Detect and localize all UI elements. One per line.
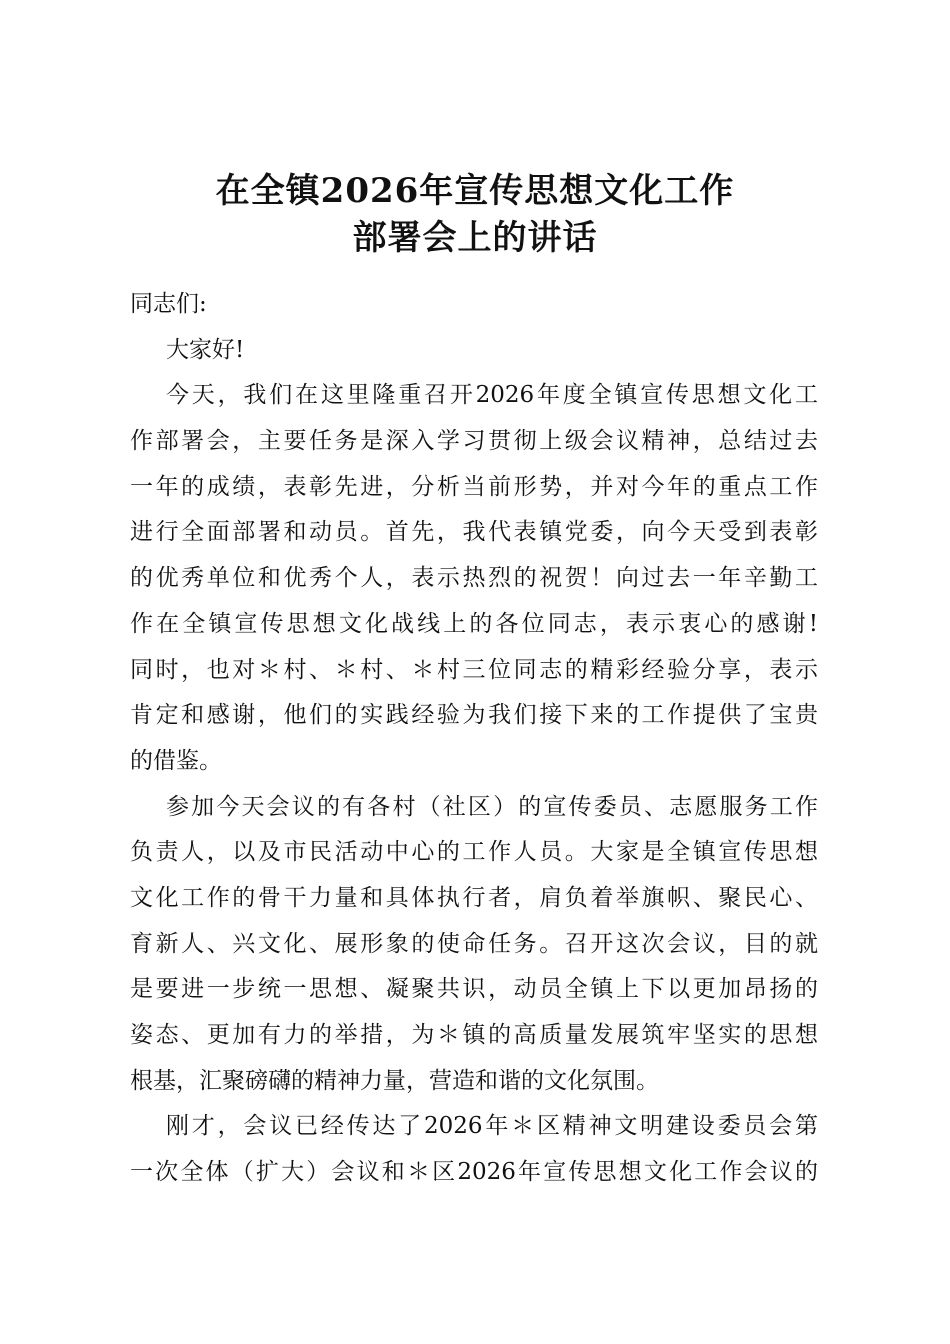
- paragraph-line: 同时，也对＊村、＊村、＊村三位同志的精彩经验分享，表示: [130, 656, 818, 683]
- paragraph-line: 刚才，会议已经传达了2026年＊区精神文明建设委员会第: [166, 1113, 818, 1140]
- paragraph-line: 一年的成绩，表彰先进，分析当前形势，并对今年的重点工作: [130, 473, 818, 500]
- document-body: [130, 282, 818, 1196]
- paragraph-line: 进行全面部署和动员。首先，我代表镇党委，向今天受到表彰: [130, 519, 818, 546]
- paragraph-line: 是要进一步统一思想、凝聚共识，动员全镇上下以更加昂扬的: [130, 976, 818, 1003]
- paragraph: [130, 1104, 818, 1195]
- paragraph: [130, 785, 818, 1105]
- paragraph-line: 育新人、兴文化、展形象的使命任务。召开这次会议，目的就: [130, 930, 818, 957]
- document-title: [0, 168, 950, 262]
- paragraph-line: 参加今天会议的有各村（社区）的宣传委员、志愿服务工作: [166, 793, 818, 820]
- paragraph-line: 姿态、更加有力的举措，为＊镇的高质量发展筑牢坚实的思想: [130, 1022, 818, 1048]
- paragraph-line: 一次全体（扩大）会议和＊区2026年宣传思想文化工作会议的: [130, 1159, 818, 1186]
- paragraph-line: 文化工作的骨干力量和具体执行者，肩负着举旗帜、聚民心、: [130, 884, 818, 911]
- title-line-2: 部署会上的讲话: [352, 218, 598, 258]
- paragraph-line: 大家好!: [166, 336, 245, 363]
- paragraph-line: 的优秀单位和优秀个人，表示热烈的祝贺！向过去一年辛勤工: [130, 565, 818, 592]
- salutation: 同志们:: [130, 291, 207, 317]
- paragraph-line: 作在全镇宣传思想文化战线上的各位同志，表示衷心的感谢!: [130, 610, 818, 637]
- paragraph: [130, 373, 818, 784]
- paragraph-line: 负责人，以及市民活动中心的工作人员。大家是全镇宣传思想: [130, 839, 818, 866]
- paragraph-line: 肯定和感谢，他们的实践经验为我们接下来的工作提供了宝贵: [130, 702, 818, 729]
- title-line-1: 在全镇2026年宣传思想文化工作: [215, 171, 735, 211]
- paragraph-line: 作部署会，主要任务是深入学习贯彻上级会议精神，总结过去: [130, 428, 818, 455]
- paragraph: [130, 328, 818, 374]
- paragraph-line: 根基，汇聚磅礴的精神力量，营造和谐的文化氛围。: [130, 1067, 659, 1094]
- paragraph-line: 的借鉴。: [130, 747, 222, 774]
- paragraph-line: 今天，我们在这里隆重召开2026年度全镇宣传思想文化工: [166, 382, 818, 409]
